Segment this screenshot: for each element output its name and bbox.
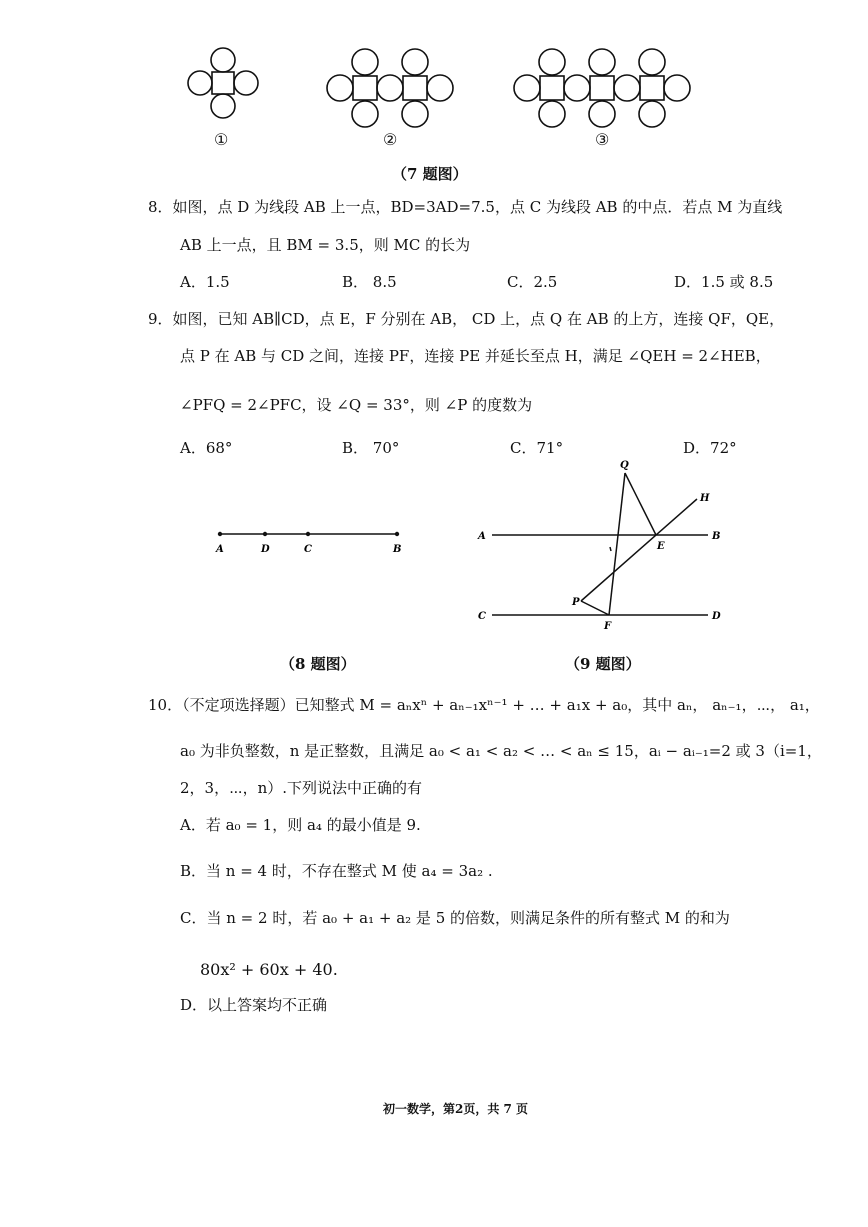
q9-option-c: C．71° xyxy=(510,439,564,457)
fig8-point-a: A xyxy=(216,544,224,555)
q10-option-c: C．当 n = 2 时，若 a₀ + a₁ + a₂ 是 5 的倍数，则满足条件的所有整式 M 的和为 xyxy=(180,909,730,927)
pattern-1 xyxy=(188,48,258,118)
figure-8 xyxy=(205,520,415,560)
q9-line-2: 点 P 在 AB 与 CD 之间，连接 PF，连接 PE 并延长至点 H，满足 ∠QEH = 2∠HEB， xyxy=(180,347,771,365)
fig9-point-d: D xyxy=(712,611,721,622)
q8-option-d: D．1.5 或 8.5 xyxy=(674,273,774,291)
fig7-label-2: ② xyxy=(383,130,398,149)
q8-option-a: A．1.5 xyxy=(180,273,230,291)
fig8-point-c: C xyxy=(304,544,312,555)
q10-option-c-formula: 80x² + 60x + 40. xyxy=(200,960,338,979)
fig8-point-d: D xyxy=(261,544,270,555)
q8-option-b: B． 8.5 xyxy=(342,273,397,291)
fig8-point-b: B xyxy=(393,544,402,555)
fig7-caption: （7 题图） xyxy=(392,165,468,183)
fig9-point-a: A xyxy=(478,531,486,542)
pattern-3 xyxy=(514,49,690,127)
fig9-point-h: H xyxy=(700,493,710,504)
q10-option-b: B．当 n = 4 时，不存在整式 M 使 a₄ = 3a₂ . xyxy=(180,862,493,880)
q8-option-c: C．2.5 xyxy=(507,273,558,291)
fig9-point-q: Q xyxy=(620,460,629,471)
q9-option-d: D．72° xyxy=(683,439,737,457)
pattern-2 xyxy=(327,49,453,127)
q8-line-1: 8．如图，点 D 为线段 AB 上一点，BD=3AD=7.5，点 C 为线段 AB 的中点．若点 M 为直线 xyxy=(148,198,783,216)
fig9-point-e: E xyxy=(657,541,665,552)
fig9-point-f: F xyxy=(604,621,612,632)
fig7-label-3: ③ xyxy=(595,130,610,149)
page-footer: 初一数学，第2页，共 7 页 xyxy=(383,1102,529,1116)
q9-line-3: ∠PFQ = 2∠PFC，设 ∠Q = 33°，则 ∠P 的度数为 xyxy=(180,396,533,414)
fig9-point-c: C xyxy=(478,611,486,622)
fig9-caption: （9 题图） xyxy=(565,655,641,673)
fig7-label-1: ① xyxy=(214,130,229,149)
q8-line-2: AB 上一点，且 BM = 3.5，则 MC 的长为 xyxy=(180,236,471,254)
q9-option-a: A．68° xyxy=(180,439,233,457)
q10-line-3: 2，3，⋯，n）.下列说法中正确的有 xyxy=(180,779,423,797)
fig8-caption: （8 题图） xyxy=(280,655,356,673)
figure-7 xyxy=(180,40,700,155)
q10-option-d: D．以上答案均不正确 xyxy=(180,996,328,1014)
q10-line-1: 10．（不定项选择题）已知整式 M = aₙxⁿ + aₙ₋₁xⁿ⁻¹ + … + a₁x + a₀，其中 aₙ， aₙ₋₁，⋯， a₁， xyxy=(148,696,820,714)
q9-option-b: B． 70° xyxy=(342,439,400,457)
figure-9 xyxy=(470,455,730,635)
q10-line-2: a₀ 为非负整数，n 是正整数，且满足 a₀ < a₁ < a₂ < … < aₙ ≤ 15，aᵢ − aᵢ₋₁=2 或 3（i=1， xyxy=(180,742,822,760)
fig9-point-p: P xyxy=(572,597,580,608)
fig9-point-b: B xyxy=(712,531,721,542)
q10-option-a: A．若 a₀ = 1，则 a₄ 的最小值是 9. xyxy=(180,816,421,834)
q9-line-1: 9．如图，已知 AB∥CD，点 E，F 分别在 AB， CD 上，点 Q 在 AB 的上方，连接 QF，QE， xyxy=(148,310,785,328)
